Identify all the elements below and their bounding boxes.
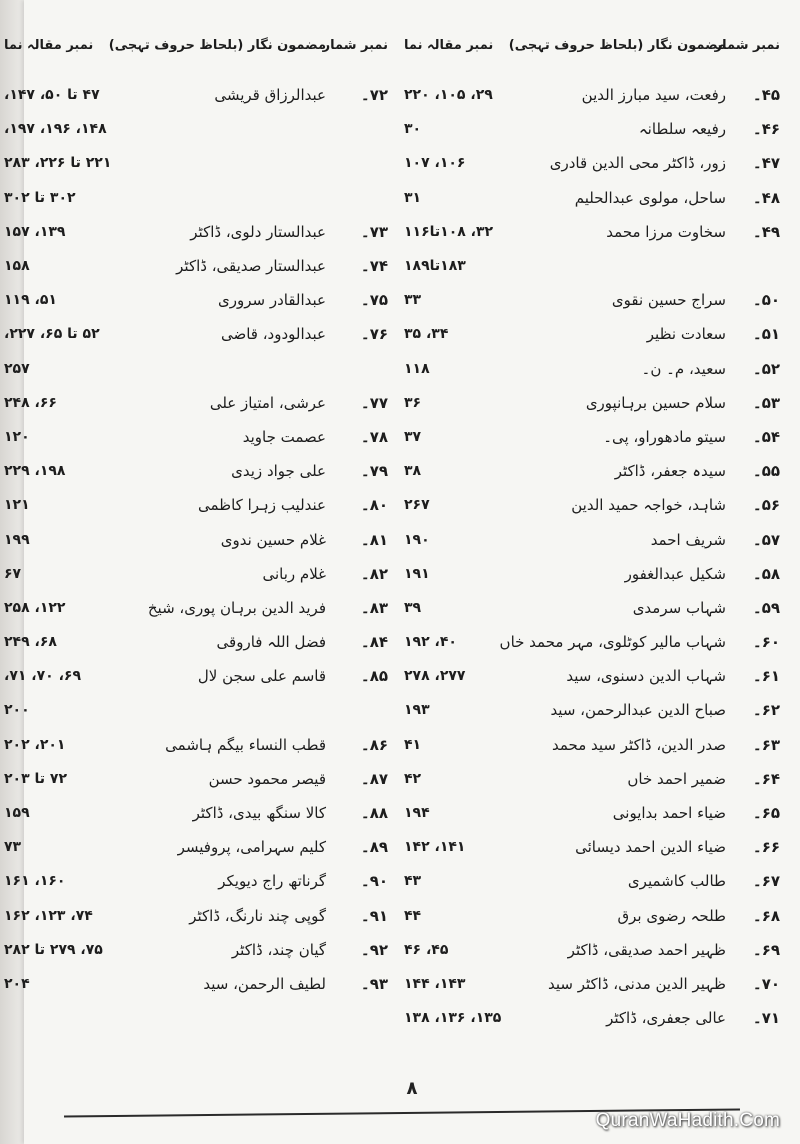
table-row xyxy=(0,830,388,864)
writer-name: سیتو مادھوراو، پی۔ xyxy=(603,427,726,446)
entry-number: ۵۸۔ xyxy=(752,564,780,583)
writer-name: طالب کاشمیری xyxy=(627,872,726,891)
table-row xyxy=(400,283,780,317)
entry-number: ۴۹۔ xyxy=(752,222,780,241)
writer-name: رفیعہ سلطانہ xyxy=(638,120,726,139)
article-numbers: ۶۶، ۲۴۸ xyxy=(4,394,57,411)
header-articles: نمبر مقالہ نما xyxy=(4,38,94,53)
article-numbers: ۶۹، ۷۰، ۷۱، xyxy=(4,668,82,685)
table-row xyxy=(400,352,780,386)
table-row xyxy=(400,728,780,762)
writer-name: قطب النساء بیگم ہاشمی xyxy=(165,735,326,754)
table-row xyxy=(400,454,780,488)
table-row xyxy=(400,317,780,351)
writer-name: گیان چند، ڈاکٹر xyxy=(231,940,326,959)
article-numbers: ۳۲، ۱۰۸تا۱۱۶ xyxy=(404,223,494,240)
table-row xyxy=(0,352,388,386)
writer-name: کالا سنگھ بیدی، ڈاکٹر xyxy=(192,804,326,823)
entry-number: ۴۷۔ xyxy=(752,154,780,173)
table-row xyxy=(400,78,780,112)
left-rows xyxy=(0,78,388,1001)
entry-number: ۶۱۔ xyxy=(752,667,780,686)
article-numbers: ۲۰۰ xyxy=(4,702,30,719)
table-row xyxy=(0,420,388,454)
table-row xyxy=(400,796,780,830)
table-row xyxy=(0,659,388,693)
writer-name: سیدہ جعفر، ڈاکٹر xyxy=(614,462,726,481)
article-numbers: ۴۳ xyxy=(404,873,422,890)
article-numbers: ۳۷ xyxy=(404,428,422,445)
writer-name: ظہیر احمد صدیقی، ڈاکٹر xyxy=(567,940,726,959)
table-row xyxy=(400,420,780,454)
table-row xyxy=(400,933,780,967)
table-row xyxy=(0,591,388,625)
writer-name: ساحل، مولوی عبدالحلیم xyxy=(574,188,726,207)
writer-name: عندلیب زہرا کاظمی xyxy=(197,496,326,515)
writer-name: عبدالقادر سروری xyxy=(217,291,326,310)
article-numbers: ۳۳ xyxy=(404,292,422,309)
table-row xyxy=(0,522,388,556)
article-numbers: ۳۱ xyxy=(404,189,422,206)
table-row xyxy=(400,146,780,180)
writer-name: طلحہ رضوی برق xyxy=(617,906,726,925)
writer-name: علی جواد زیدی xyxy=(231,462,326,481)
header-articles: نمبر مقالہ نما xyxy=(404,38,494,53)
entry-number: ۸۴۔ xyxy=(360,633,388,652)
table-row xyxy=(0,864,388,898)
article-numbers: ۱۴۳، ۱۴۴ xyxy=(404,975,466,992)
writer-name: سعید، م۔ ن۔ xyxy=(641,359,726,378)
document-page xyxy=(4,0,800,1144)
article-numbers: ۴۷ تا ۵۰، ۱۴۷، xyxy=(4,87,100,104)
left-header xyxy=(0,36,388,78)
table-row xyxy=(400,557,780,591)
writer-name: عبدالرزاق قریشی xyxy=(214,86,326,105)
table-row xyxy=(0,317,388,351)
header-number: نمبر شمار xyxy=(322,38,388,53)
entry-number: ۶۶۔ xyxy=(752,838,780,857)
table-row xyxy=(0,215,388,249)
writer-name: قاسم علی سجن لال xyxy=(197,667,326,686)
writer-name: شکیل عبدالغفور xyxy=(624,564,726,583)
article-numbers: ۱۰۶، ۱۰۷ xyxy=(404,155,466,172)
writer-name: فضل اللہ فاروقی xyxy=(216,633,326,652)
entry-number: ۶۷۔ xyxy=(752,872,780,891)
writer-name: عرشی، امتیاز علی xyxy=(209,393,326,412)
entry-number: ۸۹۔ xyxy=(360,838,388,857)
table-row xyxy=(400,864,780,898)
table-row xyxy=(0,693,388,727)
article-numbers: ۲۰۱، ۲۰۲ xyxy=(4,736,66,753)
article-numbers: ۳۹ xyxy=(404,599,422,616)
table-row xyxy=(400,249,780,283)
watermark: QuranWaHadith.Com xyxy=(595,1110,780,1131)
article-numbers: ۷۵، ۲۷۹ تا ۲۸۲ xyxy=(4,941,103,958)
writer-name: عالی جعفری، ڈاکٹر xyxy=(606,1009,726,1028)
header-writer: مضمون نگار (بلحاظ حروف تہجی) xyxy=(108,38,326,53)
table-row xyxy=(400,659,780,693)
writer-name: ضمیر احمد خاں xyxy=(627,769,726,788)
entry-number: ۷۵۔ xyxy=(360,291,388,310)
entry-number: ۵۰۔ xyxy=(752,291,780,310)
writer-name: فرید الدین برہان پوری، شیخ xyxy=(147,598,326,617)
entry-number: ۶۵۔ xyxy=(752,804,780,823)
writer-name: عبدالستار دلوی، ڈاکٹر xyxy=(190,222,326,241)
entry-number: ۷۳۔ xyxy=(360,222,388,241)
table-row xyxy=(400,112,780,146)
article-numbers: ۲۰۴ xyxy=(4,975,30,992)
table-row xyxy=(0,78,388,112)
article-numbers: ۳۴، ۳۵ xyxy=(404,326,449,343)
table-row xyxy=(400,693,780,727)
table-row xyxy=(400,762,780,796)
header-writer: مضمون نگار (بلحاظ حروف تہجی) xyxy=(508,38,726,53)
writer-name: شہاب سرمدی xyxy=(632,598,726,617)
article-numbers: ۳۸ xyxy=(404,463,422,480)
table-row xyxy=(400,967,780,1001)
writer-name: غلام ربانی xyxy=(262,564,326,583)
writer-name: سراج حسین نقوی xyxy=(611,291,726,310)
entry-number: ۸۵۔ xyxy=(360,667,388,686)
entry-number: ۹۲۔ xyxy=(360,940,388,959)
entry-number: ۴۵۔ xyxy=(752,86,780,105)
article-numbers: ۴۴ xyxy=(404,907,422,924)
article-numbers: ۱۹۰ xyxy=(404,531,430,548)
writer-name: ضیاء احمد بدایونی xyxy=(612,804,726,823)
entry-number: ۶۲۔ xyxy=(752,701,780,720)
article-numbers: ۲۶۷ xyxy=(404,497,430,514)
article-numbers: ۷۳ xyxy=(4,839,22,856)
article-numbers: ۴۰، ۱۹۲ xyxy=(404,634,457,651)
writer-name: ظہیر الدین مدنی، ڈاکٹر سید xyxy=(548,974,726,993)
article-numbers: ۲۵۷ xyxy=(4,360,30,377)
table-row xyxy=(0,899,388,933)
entry-number: ۷۹۔ xyxy=(360,462,388,481)
article-numbers: ۶۸، ۲۴۹ xyxy=(4,634,57,651)
article-numbers: ۱۵۹ xyxy=(4,805,30,822)
header-number: نمبر شمار xyxy=(714,38,780,53)
table-row xyxy=(0,967,388,1001)
entry-number: ۸۶۔ xyxy=(360,735,388,754)
left-column xyxy=(0,36,388,1001)
article-numbers: ۵۱، ۱۱۹ xyxy=(4,292,57,309)
writer-name: رفعت، سید مبارز الدین xyxy=(581,86,726,105)
article-numbers: ۲۷۷، ۲۷۸ xyxy=(404,668,466,685)
writer-name: ضیاء الدین احمد دیسائی xyxy=(575,838,726,857)
entry-number: ۴۸۔ xyxy=(752,188,780,207)
entry-number: ۹۱۔ xyxy=(360,906,388,925)
writer-name: شہاب الدین دسنوی، سید xyxy=(566,667,726,686)
right-rows xyxy=(400,78,780,1035)
table-row xyxy=(0,625,388,659)
table-row xyxy=(0,796,388,830)
article-numbers: ۲۲۱ تا ۲۲۶، ۲۸۳ xyxy=(4,155,112,172)
article-numbers: ۱۶۰، ۱۶۱ xyxy=(4,873,66,890)
article-numbers: ۱۳۹، ۱۵۷ xyxy=(4,223,66,240)
entry-number: ۸۱۔ xyxy=(360,530,388,549)
article-numbers: ۱۲۱ xyxy=(4,497,30,514)
page-number: ۸ xyxy=(406,1078,418,1099)
writer-name: سخاوت مرزا محمد xyxy=(606,222,726,241)
article-numbers: ۷۲ تا ۲۰۳ xyxy=(4,770,67,787)
article-numbers: ۴۱ xyxy=(404,736,422,753)
table-row xyxy=(400,899,780,933)
writer-name: شہاب مالیر کوٹلوی، مہر محمد خاں xyxy=(499,633,726,652)
article-numbers: ۱۲۲، ۲۵۸ xyxy=(4,599,66,616)
entry-number: ۸۰۔ xyxy=(360,496,388,515)
entry-number: ۷۶۔ xyxy=(360,325,388,344)
writer-name: عصمت جاوید xyxy=(242,427,326,446)
entry-number: ۸۲۔ xyxy=(360,564,388,583)
table-row xyxy=(0,249,388,283)
writer-name: لطیف الرحمن، سید xyxy=(203,974,326,993)
writer-name: شریف احمد xyxy=(650,530,726,549)
table-row xyxy=(400,830,780,864)
article-numbers: ۱۵۸ xyxy=(4,258,30,275)
right-header xyxy=(400,36,780,78)
article-numbers: ۴۵، ۴۶ xyxy=(404,941,449,958)
right-column xyxy=(400,36,780,1035)
entry-number: ۵۲۔ xyxy=(752,359,780,378)
writer-name: قیصر محمود حسن xyxy=(208,769,326,788)
table-row xyxy=(400,625,780,659)
writer-name: گوپی چند نارنگ، ڈاکٹر xyxy=(189,906,326,925)
writer-name: عبدالستار صدیقی، ڈاکٹر xyxy=(176,257,326,276)
article-numbers: ۱۲۰ xyxy=(4,428,30,445)
writer-name: عبدالودود، قاضی xyxy=(220,325,326,344)
entry-number: ۸۸۔ xyxy=(360,804,388,823)
table-row xyxy=(0,146,388,180)
article-numbers: ۱۹۹ xyxy=(4,531,30,548)
writer-name: صدر الدین، ڈاکٹر سید محمد xyxy=(552,735,726,754)
article-numbers: ۱۳۵، ۱۳۶، ۱۳۸ xyxy=(404,1010,502,1027)
entry-number: ۶۴۔ xyxy=(752,769,780,788)
entry-number: ۷۰۔ xyxy=(752,974,780,993)
entry-number: ۵۳۔ xyxy=(752,393,780,412)
entry-number: ۹۳۔ xyxy=(360,974,388,993)
table-row xyxy=(0,488,388,522)
article-numbers: ۵۲ تا ۶۵، ۲۲۷، xyxy=(4,326,100,343)
entry-number: ۹۰۔ xyxy=(360,872,388,891)
entry-number: ۵۷۔ xyxy=(752,530,780,549)
writer-name: گرناتھ راج دیویکر xyxy=(218,872,326,891)
entry-number: ۸۷۔ xyxy=(360,769,388,788)
article-numbers: ۱۸۳تا۱۸۹ xyxy=(404,258,466,275)
article-numbers: ۱۹۴ xyxy=(404,805,430,822)
article-numbers: ۳۶ xyxy=(404,394,422,411)
entry-number: ۷۸۔ xyxy=(360,427,388,446)
table-row xyxy=(400,215,780,249)
entry-number: ۶۰۔ xyxy=(752,633,780,652)
article-numbers: ۱۴۸، ۱۹۶، ۱۹۷، xyxy=(4,121,107,138)
table-row xyxy=(400,1001,780,1035)
article-numbers: ۴۲ xyxy=(404,770,422,787)
table-row xyxy=(0,933,388,967)
entry-number: ۸۳۔ xyxy=(360,598,388,617)
table-row xyxy=(400,522,780,556)
table-row xyxy=(0,728,388,762)
article-numbers: ۱۹۱ xyxy=(404,565,430,582)
article-numbers: ۷۴، ۱۲۳، ۱۶۲ xyxy=(4,907,93,924)
table-row xyxy=(0,762,388,796)
table-row xyxy=(0,557,388,591)
article-numbers: ۱۹۸، ۲۲۹ xyxy=(4,463,66,480)
entry-number: ۵۴۔ xyxy=(752,427,780,446)
article-numbers: ۱۱۸ xyxy=(404,360,430,377)
table-row xyxy=(0,454,388,488)
entry-number: ۶۹۔ xyxy=(752,940,780,959)
table-row xyxy=(0,386,388,420)
entry-number: ۵۶۔ xyxy=(752,496,780,515)
entry-number: ۵۹۔ xyxy=(752,598,780,617)
writer-name: کلیم سہرامی، پروفیسر xyxy=(177,838,326,857)
writer-name: سعادت نظیر xyxy=(646,325,726,344)
entry-number: ۷۴۔ xyxy=(360,257,388,276)
writer-name: زور، ڈاکٹر محی الدین قادری xyxy=(549,154,726,173)
writer-name: صباح الدین عبدالرحمن، سید xyxy=(550,701,726,720)
entry-number: ۵۵۔ xyxy=(752,462,780,481)
entry-number: ۵۱۔ xyxy=(752,325,780,344)
writer-name: شاہد، خواجہ حمید الدین xyxy=(571,496,726,515)
table-row xyxy=(400,181,780,215)
article-numbers: ۳۰ xyxy=(404,121,422,138)
table-row xyxy=(0,283,388,317)
table-row xyxy=(0,181,388,215)
table-row xyxy=(0,112,388,146)
table-row xyxy=(400,591,780,625)
table-row xyxy=(400,386,780,420)
entry-number: ۶۳۔ xyxy=(752,735,780,754)
article-numbers: ۱۴۱، ۱۴۲ xyxy=(404,839,466,856)
entry-number: ۶۸۔ xyxy=(752,906,780,925)
table-row xyxy=(400,488,780,522)
writer-name: سلام حسین برہانپوری xyxy=(585,393,726,412)
article-numbers: ۱۹۳ xyxy=(404,702,430,719)
entry-number: ۴۶۔ xyxy=(752,120,780,139)
entry-number: ۷۱۔ xyxy=(752,1009,780,1028)
article-numbers: ۲۹، ۱۰۵، ۲۲۰ xyxy=(404,87,493,104)
entry-number: ۷۲۔ xyxy=(360,86,388,105)
article-numbers: ۶۷ xyxy=(4,565,22,582)
article-numbers: ۳۰۲ تا ۳۰۲ xyxy=(4,189,76,206)
writer-name: غلام حسین ندوی xyxy=(220,530,326,549)
entry-number: ۷۷۔ xyxy=(360,393,388,412)
